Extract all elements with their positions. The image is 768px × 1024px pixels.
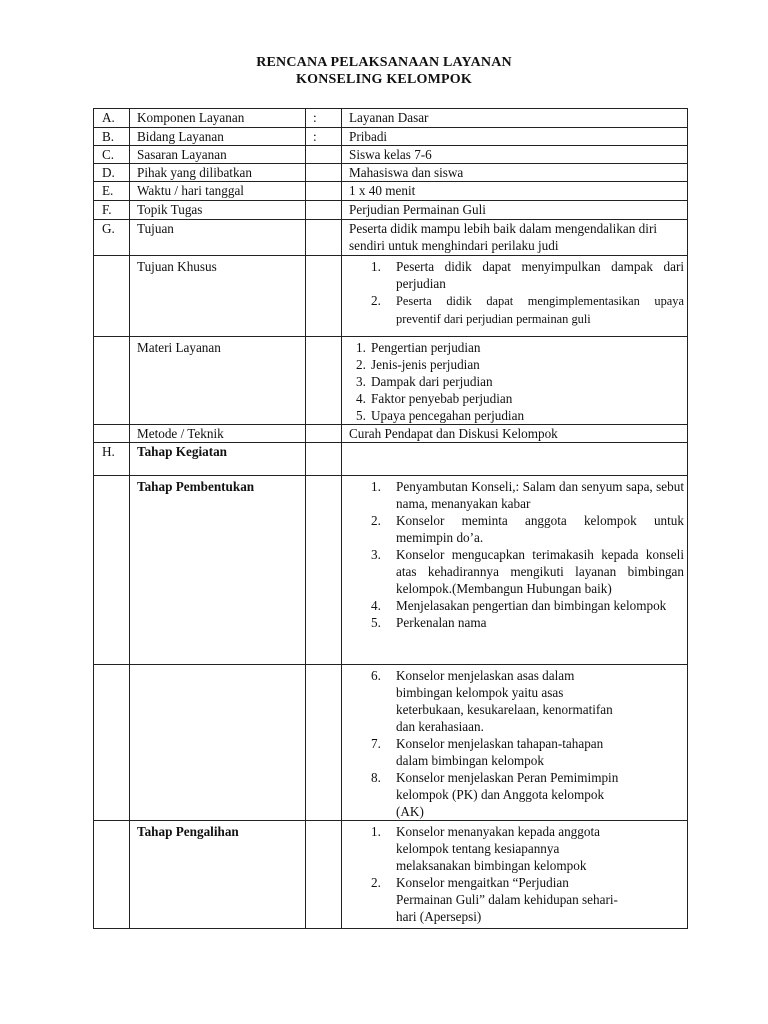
list-item (349, 769, 627, 820)
list-number: 1. (371, 259, 381, 274)
list-item (349, 356, 687, 373)
list-item (349, 735, 627, 769)
list-text: Konselor mengucapkan terimakasih kepada konseli atas kehadirannya mengikuti layanan bimbingan kelompok.(Membangun Hubungan baik) (396, 547, 684, 596)
empty-cell (94, 337, 130, 425)
list-number: 2. (371, 293, 381, 308)
rpl-table (93, 108, 688, 929)
list-text: Konselor menanyakan kepada anggota kelompok tentang kesiapannya melaksanakan bimbingan kelompok (396, 824, 600, 873)
row-code: E. (94, 182, 130, 201)
tujuan-khusus-list (342, 256, 688, 337)
row-label: Waktu / hari tanggal (130, 182, 306, 201)
empty-cell (94, 665, 130, 821)
document-title: RENCANA PELAKSANAAN LAYANAN (256, 55, 512, 70)
row-code: G. (94, 220, 130, 256)
row-value: Mahasiswa dan siswa (342, 164, 688, 182)
empty-cell (94, 821, 130, 929)
list-number: 1. (371, 479, 381, 494)
list-text: Pengertian perjudian (371, 340, 481, 355)
pembentukan-list (342, 476, 688, 665)
empty-cell (306, 476, 342, 665)
table-row (94, 146, 688, 164)
list-item (349, 407, 687, 424)
list-item (349, 478, 684, 512)
row-label: Materi Layanan (130, 337, 306, 425)
section-heading: Tahap Kegiatan (130, 443, 306, 476)
list-item (349, 823, 627, 874)
row-label: Sasaran Layanan (130, 146, 306, 164)
list-text: Menjelasakan pengertian dan bimbingan kelompok (396, 598, 667, 613)
row-code: A. (94, 109, 130, 128)
list-item (349, 373, 687, 390)
row-code: H. (94, 443, 130, 476)
row-value: 1 x 40 menit (342, 182, 688, 201)
row-separator (306, 164, 342, 182)
stage-label: Tahap Pembentukan (130, 476, 306, 665)
table-row (94, 109, 688, 128)
empty-cell (306, 443, 342, 476)
row-code: F. (94, 201, 130, 220)
row-separator: : (306, 109, 342, 128)
table-row (94, 337, 688, 425)
pembentukan-list-continued (342, 665, 688, 821)
list-item (349, 390, 687, 407)
table-row (94, 821, 688, 929)
list-item (349, 667, 627, 735)
table-row (94, 164, 688, 182)
table-row (94, 220, 688, 256)
row-separator (306, 201, 342, 220)
list-item (349, 512, 684, 546)
document-subtitle: KONSELING KELOMPOK (296, 72, 472, 87)
row-separator (306, 146, 342, 164)
list-number: 2. (356, 357, 366, 372)
list-text: Konselor menjelaskan asas dalam bimbingan kelompok yaitu asas keterbukaan, kesukarelaan, kenormatifan dan kerahasiaan. (396, 668, 613, 734)
list-text: Konselor menjelaskan tahapan-tahapan dalam bimbingan kelompok (396, 736, 604, 768)
row-value: Layanan Dasar (342, 109, 688, 128)
empty-cell (130, 665, 306, 821)
list-item (349, 614, 684, 631)
list-text: Faktor penyebab perjudian (371, 391, 513, 406)
empty-cell (306, 425, 342, 443)
list-item (349, 597, 684, 614)
row-separator (306, 220, 342, 256)
list-text: Konselor menjelaskan Peran Pemimimpin kelompok (PK) dan Anggota kelompok (AK) (396, 770, 619, 819)
row-label: Komponen Layanan (130, 109, 306, 128)
row-label: Pihak yang dilibatkan (130, 164, 306, 182)
table-row (94, 665, 688, 821)
list-item (349, 292, 684, 328)
empty-cell (306, 337, 342, 425)
row-value: Pribadi (342, 128, 688, 146)
empty-cell (94, 256, 130, 337)
empty-cell (94, 476, 130, 665)
list-number: 2. (371, 513, 381, 528)
list-text: Perkenalan nama (396, 615, 487, 630)
list-text: Konselor mengaitkan “Perjudian Permainan Guli” dalam kehidupan sehari-hari (Apersepsi) (396, 875, 618, 924)
row-value: Perjudian Permainan Guli (342, 201, 688, 220)
list-text: Peserta didik dapat mengimplementasikan upaya preventif dari perjudian permainan guli (396, 294, 684, 326)
empty-cell (306, 665, 342, 821)
list-item (349, 874, 627, 925)
list-number: 1. (371, 824, 381, 839)
list-number: 2. (371, 875, 381, 890)
table-row (94, 128, 688, 146)
empty-cell (306, 821, 342, 929)
row-value: Curah Pendapat dan Diskusi Kelompok (342, 425, 688, 443)
list-text: Penyambutan Konseli,: Salam dan senyum sapa, sebut nama, menanyakan kabar (396, 479, 684, 511)
list-text: Konselor meminta anggota kelompok untuk memimpin do’a. (396, 513, 684, 545)
list-number: 4. (371, 598, 381, 613)
table-row (94, 476, 688, 665)
list-number: 6. (371, 668, 381, 683)
list-item (349, 546, 684, 597)
row-code: D. (94, 164, 130, 182)
row-value: Peserta didik mampu lebih baik dalam mengendalikan diri sendiri untuk menghindari perilaku judi (342, 220, 688, 256)
stage-label: Tahap Pengalihan (130, 821, 306, 929)
list-number: 5. (371, 615, 381, 630)
list-number: 1. (356, 340, 366, 355)
row-label: Bidang Layanan (130, 128, 306, 146)
table-row (94, 443, 688, 476)
list-text: Jenis-jenis perjudian (371, 357, 480, 372)
row-code: B. (94, 128, 130, 146)
empty-cell (94, 425, 130, 443)
row-label: Tujuan Khusus (130, 256, 306, 337)
table-row (94, 201, 688, 220)
pengalihan-list (342, 821, 688, 929)
table-row (94, 182, 688, 201)
empty-cell (342, 443, 688, 476)
list-item (349, 339, 687, 356)
list-number: 3. (356, 374, 366, 389)
list-number: 3. (371, 547, 381, 562)
table-row (94, 425, 688, 443)
row-label: Tujuan (130, 220, 306, 256)
list-item (349, 258, 684, 292)
row-separator: : (306, 128, 342, 146)
row-label: Topik Tugas (130, 201, 306, 220)
list-number: 5. (356, 408, 366, 423)
materi-list (342, 337, 688, 425)
list-number: 7. (371, 736, 381, 751)
list-text: Peserta didik dapat menyimpulkan dampak dari perjudian (396, 259, 684, 291)
table-row (94, 256, 688, 337)
list-number: 8. (371, 770, 381, 785)
row-value: Siswa kelas 7-6 (342, 146, 688, 164)
list-number: 4. (356, 391, 366, 406)
row-label: Metode / Teknik (130, 425, 306, 443)
list-text: Dampak dari perjudian (371, 374, 493, 389)
row-code: C. (94, 146, 130, 164)
row-separator (306, 182, 342, 201)
list-text: Upaya pencegahan perjudian (371, 408, 525, 423)
empty-cell (306, 256, 342, 337)
